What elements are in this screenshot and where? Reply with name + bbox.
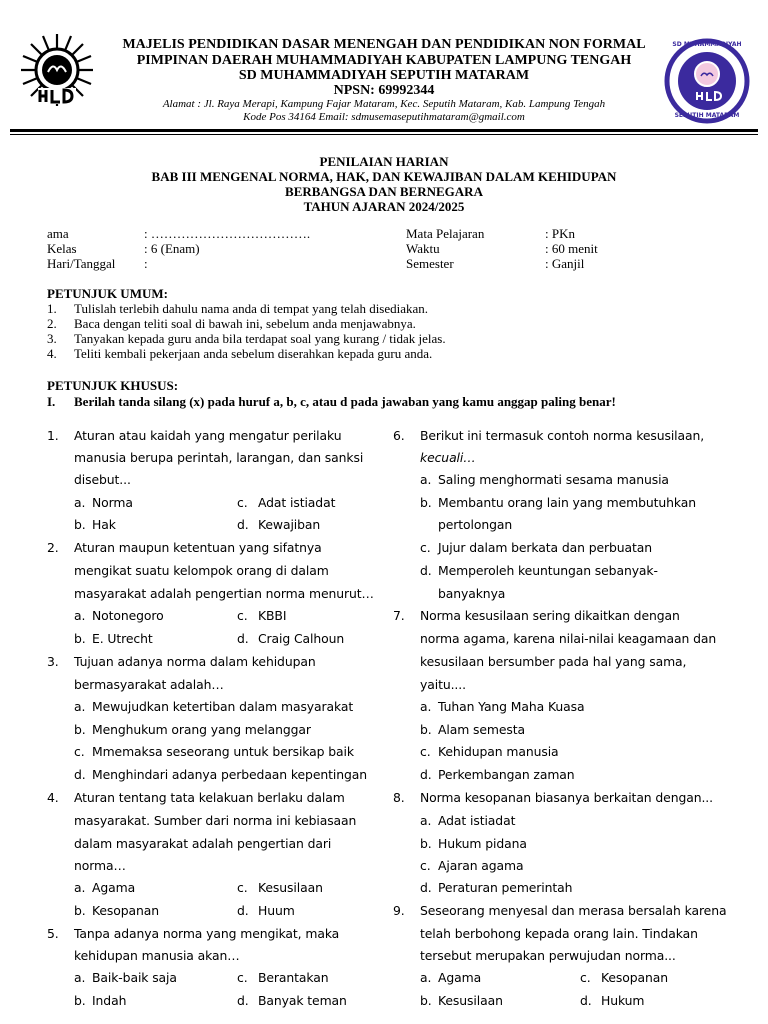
badge-top-text: SD MUHAMMADIYAH — [672, 41, 742, 48]
option-text: Kesusilaan — [438, 993, 503, 1008]
question-number: 2. — [47, 540, 59, 555]
option-text: Memperoleh keuntungan sebanyak- — [438, 563, 658, 578]
option-text: Kewajiban — [258, 517, 321, 532]
question-text: dalam masyarakat adalah pengertian dari — [74, 836, 332, 851]
option-text: banyaknya — [438, 586, 506, 601]
option-letter[interactable]: c. — [237, 495, 248, 510]
option-text: Kesusilaan — [258, 880, 323, 895]
option-letter[interactable]: c. — [237, 970, 248, 985]
specific-instructions-heading: PETUNJUK KHUSUS: — [47, 378, 179, 393]
option-letter[interactable]: c. — [237, 608, 248, 623]
title-line1: PENILAIAN HARIAN — [319, 154, 449, 169]
question-number: 9. — [393, 903, 405, 918]
option-text: Kehidupan manusia — [438, 744, 559, 759]
question-text: masyarakat. Sumber dari norma ini kebiasaan — [74, 813, 357, 828]
question-text: kehidupan manusia akan… — [74, 948, 240, 963]
question-text: Aturan tentang tata kelakuan berlaku dalam — [74, 790, 345, 805]
option-text: Huum — [258, 903, 295, 918]
general-instruction-number: 3. — [47, 331, 57, 346]
question-text: kesusilaan bersumber pada hal yang sama, — [420, 654, 687, 669]
option-letter[interactable]: a. — [74, 699, 86, 714]
option-letter[interactable]: a. — [420, 699, 432, 714]
option-letter[interactable]: a. — [74, 608, 86, 623]
option-letter[interactable]: d. — [420, 880, 432, 895]
option-letter[interactable]: c. — [237, 880, 248, 895]
option-text: Alam semesta — [438, 722, 525, 737]
question-text: Tujuan adanya norma dalam kehidupan — [74, 654, 316, 669]
question-text: Berikut ini termasuk contoh norma kesusilaan, — [420, 428, 705, 443]
question-text: Aturan maupun ketentuan yang sifatnya — [74, 540, 322, 555]
option-text: Kesopanan — [601, 970, 669, 985]
option-text: Mmemaksa seseorang untuk bersikap baik — [92, 744, 354, 759]
option-letter[interactable]: b. — [74, 631, 86, 646]
general-instruction: Tulislah terlebih dahulu nama anda di tempat yang telah disediakan. — [74, 301, 429, 316]
header-rule-thin — [10, 134, 758, 135]
question-text: Norma kesusilaan sering dikaitkan dengan — [420, 608, 680, 623]
option-letter[interactable]: c. — [420, 744, 431, 759]
option-text: Peraturan pemerintah — [438, 880, 573, 895]
question-text: norma agama, karena nilai-nilai keagamaan dan — [420, 631, 717, 646]
title-line4: TAHUN AJARAN 2024/2025 — [303, 199, 465, 214]
question-text: tersebut merupakan perwujudan norma... — [420, 948, 676, 963]
option-text: Membantu orang lain yang membutuhkan — [438, 495, 696, 510]
general-instruction: Tanyakan kepada guru anda bila terdapat soal yang kurang / tidak jelas. — [74, 331, 446, 346]
option-letter[interactable]: a. — [74, 880, 86, 895]
general-instructions-heading: PETUNJUK UMUM: — [47, 286, 168, 301]
question-text: disebut... — [74, 472, 131, 487]
option-letter[interactable]: b. — [74, 517, 86, 532]
option-letter[interactable]: d. — [580, 993, 592, 1008]
class-value: : 6 (Enam) — [144, 241, 200, 256]
option-letter[interactable]: a. — [74, 970, 86, 985]
question-number: 4. — [47, 790, 59, 805]
option-letter[interactable]: b. — [74, 903, 86, 918]
question-text: Aturan atau kaidah yang mengatur perilaku — [74, 428, 342, 443]
header-rule-thick — [10, 129, 758, 132]
option-text: Agama — [92, 880, 136, 895]
question-number: 7. — [393, 608, 405, 623]
option-text: Indah — [92, 993, 127, 1008]
option-letter[interactable]: b. — [420, 722, 432, 737]
name-value: : ………………………………. — [144, 226, 311, 241]
question-number: 6. — [393, 428, 405, 443]
name-label: ama — [47, 226, 69, 241]
option-text: Hukum pidana — [438, 836, 527, 851]
option-letter[interactable]: d. — [237, 903, 249, 918]
option-text: Adat istiadat — [258, 495, 336, 510]
option-text: Mewujudkan ketertiban dalam masyarakat — [92, 699, 354, 714]
option-text: Berantakan — [258, 970, 329, 985]
question-text: telah berbohong kepada orang lain. Tindakan — [420, 926, 698, 941]
option-text: KBBI — [258, 608, 287, 623]
school-badge — [664, 38, 750, 124]
option-text: Hukum — [601, 993, 645, 1008]
option-text: Agama — [438, 970, 482, 985]
option-letter[interactable]: b. — [420, 495, 432, 510]
option-text: Craig Calhoun — [258, 631, 345, 646]
option-text: Baik-baik saja — [92, 970, 177, 985]
option-letter[interactable]: d. — [420, 767, 432, 782]
question-text: yaitu.... — [420, 677, 466, 692]
option-letter[interactable]: d. — [237, 517, 249, 532]
option-text: Kesopanan — [92, 903, 160, 918]
header-npsn: NPSN: 69992344 — [333, 83, 435, 98]
time-value: : 60 menit — [545, 241, 598, 256]
option-text: Norma — [92, 495, 133, 510]
option-letter[interactable]: d. — [237, 631, 249, 646]
general-instruction: Baca dengan teliti soal di bawah ini, sebelum anda menjawabnya. — [74, 316, 416, 331]
general-instruction: Teliti kembali pekerjaan anda sebelum diserahkan kepada guru anda. — [74, 346, 433, 361]
option-letter[interactable]: b. — [74, 993, 86, 1008]
question-number: 3. — [47, 654, 59, 669]
question-text: manusia berupa perintah, larangan, dan sanksi — [74, 450, 364, 465]
option-text: pertolongan — [438, 517, 513, 532]
option-letter[interactable]: a. — [420, 472, 432, 487]
option-letter[interactable]: a. — [420, 970, 432, 985]
date-label: Hari/Tanggal — [47, 256, 116, 271]
title-line3: BERBANGSA DAN BERNEGARA — [285, 184, 483, 199]
section-roman-numeral: I. — [47, 394, 56, 409]
option-letter[interactable]: c. — [420, 858, 431, 873]
option-letter[interactable]: a. — [420, 813, 432, 828]
option-text: Adat istiadat — [438, 813, 516, 828]
general-instruction-number: 4. — [47, 346, 57, 361]
general-instruction-number: 2. — [47, 316, 57, 331]
option-text: Jujur dalam berkata dan perbuatan — [438, 540, 653, 555]
semester-label: Semester — [406, 256, 454, 271]
option-text: Hak — [92, 517, 116, 532]
header-postal-email: Kode Pos 34164 Email: sdmusemaseputihmataram@gmail.com — [243, 111, 525, 123]
header-address: Alamat : Jl. Raya Merapi, Kampung Fajar Mataram, Kec. Seputih Mataram, Kab. Lampung Tengah — [162, 98, 606, 110]
option-text: E. Utrecht — [92, 631, 153, 646]
option-text: Ajaran agama — [438, 858, 524, 873]
option-text: Banyak teman — [258, 993, 347, 1008]
semester-value: : Ganjil — [545, 256, 585, 271]
general-instruction-number: 1. — [47, 301, 57, 316]
question-text: norma… — [74, 858, 126, 873]
question-number: 1. — [47, 428, 59, 443]
option-letter[interactable]: c. — [74, 744, 85, 759]
header-line3: SD MUHAMMADIYAH SEPUTIH MATARAM — [238, 68, 530, 83]
option-letter[interactable]: d. — [237, 993, 249, 1008]
option-letter[interactable]: b. — [420, 836, 432, 851]
option-letter[interactable]: d. — [74, 767, 86, 782]
option-text: Menghukum orang yang melanggar — [92, 722, 311, 737]
specific-instruction: Berilah tanda silang (x) pada huruf a, b, c, atau d pada jawaban yang kamu anggap paling benar! — [74, 394, 616, 409]
question-text: Norma kesopanan biasanya berkaitan dengan... — [420, 790, 713, 805]
time-label: Waktu — [406, 241, 440, 256]
badge-bottom-text: SEPUTIH MATARAM — [674, 112, 740, 119]
option-letter[interactable]: c. — [580, 970, 591, 985]
option-text: Menghindari adanya perbedaan kepentingan — [92, 767, 367, 782]
question-number: 5. — [47, 926, 59, 941]
option-letter[interactable]: c. — [420, 540, 431, 555]
option-letter[interactable]: b. — [420, 993, 432, 1008]
question-text: masyarakat adalah pengertian norma menurut… — [74, 586, 374, 601]
option-text: Perkembangan zaman — [438, 767, 575, 782]
question-text: Tanpa adanya norma yang mengikat, maka — [74, 926, 340, 941]
date-value: : — [144, 256, 148, 271]
subject-value: : PKn — [545, 226, 575, 241]
question-text: bermasyarakat adalah… — [74, 677, 224, 692]
header-line2: PIMPINAN DAERAH MUHAMMADIYAH KABUPATEN LAMPUNG TENGAH — [136, 53, 632, 68]
question-text: Seseorang menyesal dan merasa bersalah karena — [420, 903, 727, 918]
subject-label: Mata Pelajaran — [406, 226, 485, 241]
option-text: Saling menghormati sesama manusia — [438, 472, 669, 487]
class-label: Kelas — [47, 241, 77, 256]
question-number: 8. — [393, 790, 405, 805]
option-letter[interactable]: d. — [420, 563, 432, 578]
option-letter[interactable]: a. — [74, 495, 86, 510]
question-text: kecuali… — [420, 450, 476, 465]
option-text: Tuhan Yang Maha Kuasa — [438, 699, 585, 714]
question-text: mengikat suatu kelompok orang di dalam — [74, 563, 329, 578]
option-text: Notonegoro — [92, 608, 164, 623]
title-line2: BAB III MENGENAL NORMA, HAK, DAN KEWAJIBAN DALAM KEHIDUPAN — [151, 169, 617, 184]
header-line1: MAJELIS PENDIDIKAN DASAR MENENGAH DAN PENDIDIKAN NON FORMAL — [122, 37, 646, 52]
option-letter[interactable]: b. — [74, 722, 86, 737]
